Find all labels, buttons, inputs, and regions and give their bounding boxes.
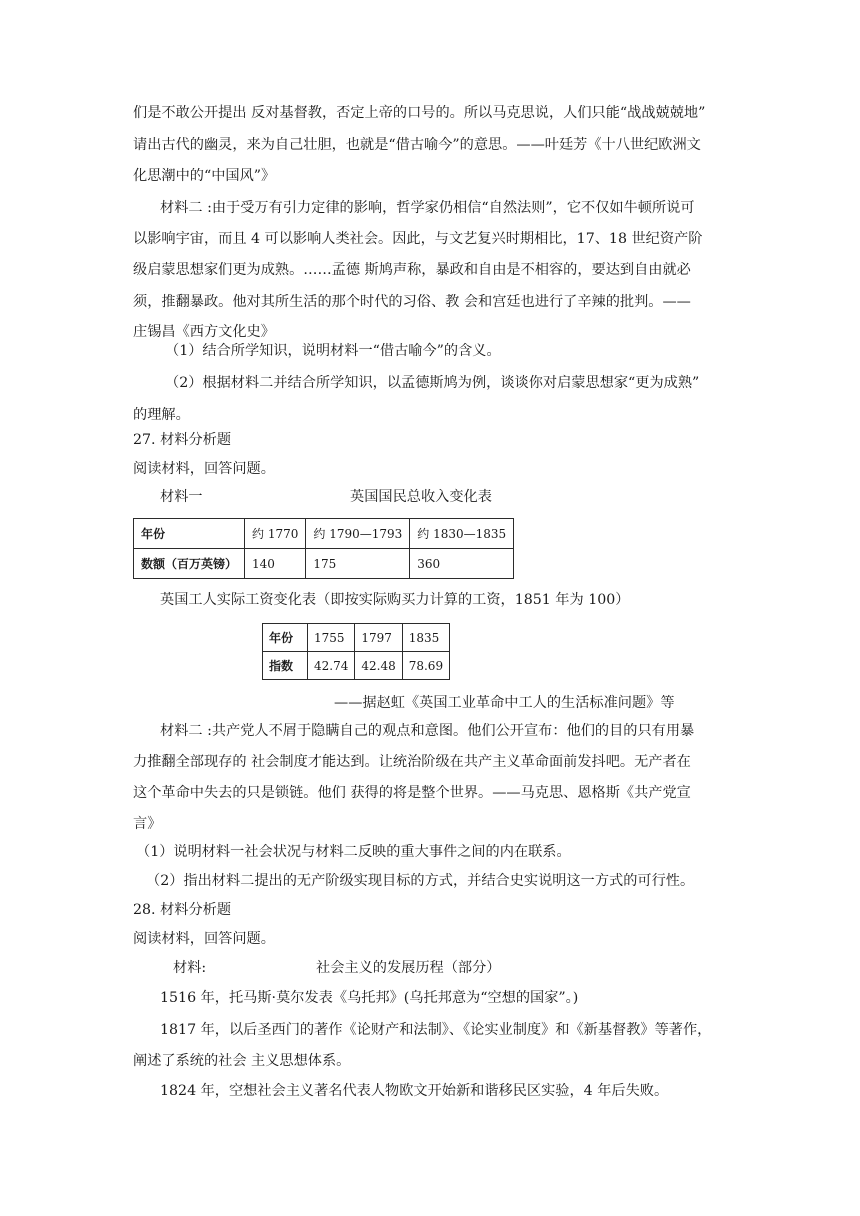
section-28-title: 28. 材料分析题 xyxy=(133,902,232,918)
material-two-line: 材料二 :共产党人不屑于隐瞒自己的观点和意图。他们公开宣布：他们的目的只有用暴 xyxy=(160,723,695,739)
table-cell: 约 1830—1835 xyxy=(410,519,514,549)
section-27-instruction: 阅读材料，回答问题。 xyxy=(133,461,275,477)
table2-title: 英国工人实际工资变化表（即按实际购买力计算的工资，1851 年为 100） xyxy=(160,592,630,608)
table-cell: 78.69 xyxy=(402,652,449,680)
timeline-item-cont: 阐述了系统的社会 主义思想体系。 xyxy=(133,1053,351,1069)
table-cell: 1755 xyxy=(308,624,355,652)
text-line: 化思潮中的“中国风”》 xyxy=(133,168,276,184)
table-cell: 140 xyxy=(245,549,306,579)
table-cell: 约 1790—1793 xyxy=(306,519,410,549)
section-28-instruction: 阅读材料，回答问题。 xyxy=(133,931,275,947)
text-line: 请出古代的幽灵，来为自己壮胆，也就是“借古喻今”的意思。——叶廷芳《十八世纪欧洲文 xyxy=(133,137,701,153)
material-title: 社会主义的发展历程（部分） xyxy=(316,960,501,976)
material-two-line: 级启蒙思想家们更为成熟。……孟德 斯鸠声称，暴政和自由是不相容的，要达到自由就必 xyxy=(133,262,691,278)
table-cell: 175 xyxy=(306,549,410,579)
timeline-item: 1817 年，以后圣西门的著作《论财产和法制》、《论实业制度》和《新基督教》等著作， xyxy=(160,1022,712,1038)
material-two-line: 力推翻全部现存的 社会制度才能达到。让统治阶级在共产主义革命面前发抖吧。无产者在 xyxy=(133,754,691,770)
material-two-line: 须，推翻暴政。他对其所生活的那个时代的习俗、教 会和宫廷也进行了辛辣的批判。—— xyxy=(133,294,691,310)
source-citation: ——据赵虹《英国工业革命中工人的生活标准问题》等 xyxy=(334,695,675,711)
wage-table xyxy=(262,623,450,680)
table-cell: 42.74 xyxy=(308,652,355,680)
table-cell: 1797 xyxy=(355,624,402,652)
timeline-item: 1516 年，托马斯·莫尔发表《乌托邦》(乌托邦意为“空想的国家”。) xyxy=(160,990,579,1006)
table-cell: 1835 xyxy=(402,624,449,652)
material-two-line: 庄锡昌《西方文化史》 xyxy=(133,324,275,340)
question-2-cont: 的理解。 xyxy=(133,407,190,423)
text-line: 们是不敢公开提出 反对基督教，否定上帝的口号的。所以马克思说，人们只能“战战兢兢地” xyxy=(133,105,706,121)
material-two-line: 以影响宇宙，而且 4 可以影响人类社会。因此，与文艺复兴时期相比，17、18 世纪资产阶 xyxy=(133,231,703,247)
material-one-label: 材料一 xyxy=(160,489,203,505)
question-1: （1）结合所学知识，说明材料一“借古喻今”的含义。 xyxy=(165,343,501,359)
table1-title: 英国国民总收入变化表 xyxy=(350,489,492,505)
table-row xyxy=(134,549,514,579)
table-cell: 42.48 xyxy=(355,652,402,680)
section-27-title: 27. 材料分析题 xyxy=(133,432,232,448)
material-two-line: 材料二 :由于受万有引力定律的影响，哲学家仍相信“自然法则”，它不仅如牛顿所说可 xyxy=(160,200,695,216)
material-two-line: 这个革命中失去的只是锁链。他们 获得的将是整个世界。——马克思、恩格斯《共产党宣 xyxy=(133,785,691,801)
table-cell: 数额（百万英镑） xyxy=(134,549,245,579)
question-2: （2）根据材料二并结合所学知识，以孟德斯鸠为例，谈谈你对启蒙思想家“更为成熟” xyxy=(165,375,700,391)
table-cell: 年份 xyxy=(134,519,245,549)
table-cell: 年份 xyxy=(263,624,308,652)
table-cell: 约 1770 xyxy=(245,519,306,549)
material-two-line: 言》 xyxy=(133,816,162,832)
table-row xyxy=(134,519,514,549)
income-table xyxy=(133,518,514,579)
timeline-item: 1824 年，空想社会主义著名代表人物欧文开始新和谐移民区实验，4 年后失败。 xyxy=(160,1083,669,1099)
question-1: （1）说明材料一社会状况与材料二反映的重大事件之间的内在联系。 xyxy=(136,844,571,860)
table-row xyxy=(263,624,450,652)
material-label: 材料: xyxy=(173,960,207,976)
table-cell: 360 xyxy=(410,549,514,579)
table-row xyxy=(263,652,450,680)
table-cell: 指数 xyxy=(263,652,308,680)
question-2: （2）指出材料二提出的无产阶级实现目标的方式，并结合史实说明这一方式的可行性。 xyxy=(146,873,695,889)
